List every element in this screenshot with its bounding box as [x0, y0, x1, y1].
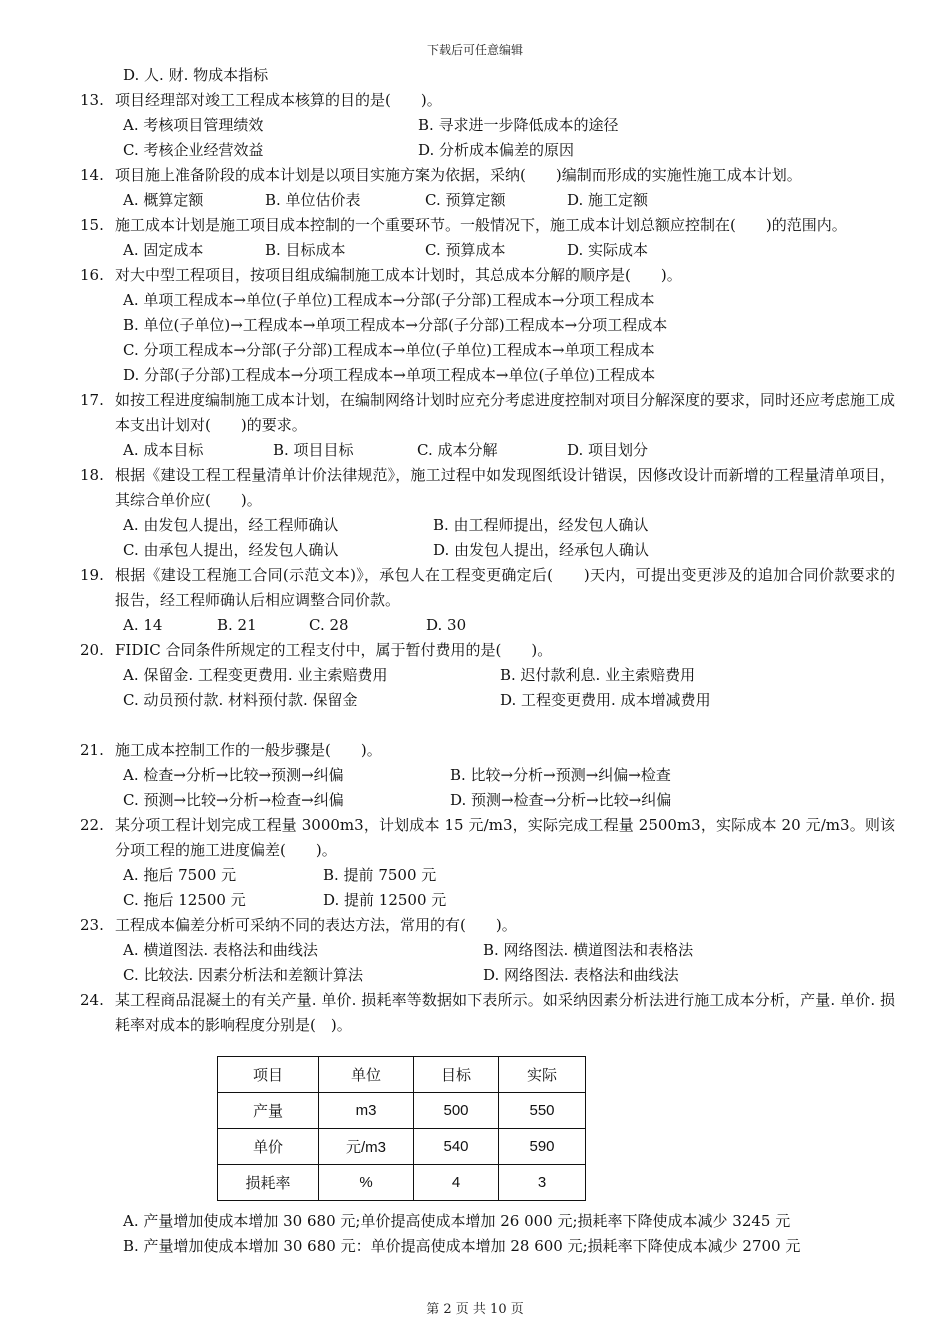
question-text: 某分项工程计划完成工程量 3000m3，计划成本 15 元/m3，实际完成工程量 2500m3，实际成本 20 元/m3。则该分项工程的施工进度偏差( )。	[115, 816, 895, 859]
question-number: 14.	[80, 166, 104, 184]
question-number: 15.	[80, 216, 104, 234]
question-number: 18.	[80, 466, 104, 484]
question-20	[80, 638, 895, 663]
option-a: A. 由发包人提出，经工程师确认	[123, 516, 339, 534]
option-d: D. 网络图法. 表格法和曲线法	[483, 966, 679, 984]
option-c: C. 动员预付款. 材料预付款. 保留金	[123, 691, 358, 709]
option-c: C. 预算定额	[425, 191, 506, 209]
table-cell: m3	[319, 1093, 414, 1129]
question-23	[80, 913, 895, 938]
table-row	[218, 1165, 586, 1201]
page-footer: 第 2 页 共 10 页	[426, 1302, 524, 1317]
leading-option: D. 人. 财. 物成本指标	[123, 66, 269, 84]
question-18	[80, 463, 895, 513]
question-text: 项目经理部对竣工工程成本核算的目的是( )。	[115, 91, 442, 109]
table-cell: 500	[414, 1093, 499, 1129]
table-cell: 4	[414, 1165, 499, 1201]
table-row	[218, 1129, 586, 1165]
option-d: D. 分析成本偏差的原因	[418, 141, 575, 159]
question-number: 16.	[80, 266, 104, 284]
question-number: 13.	[80, 91, 104, 109]
option-a: A. 产量增加使成本增加 30 680 元;单价提高使成本增加 26 000 元;损耗率下降使成本减少 3245 元	[123, 1212, 791, 1230]
option-b: B. 项目目标	[273, 441, 354, 459]
option-a: A. 14	[123, 616, 163, 634]
question-14	[80, 163, 895, 188]
option-d: D. 分部(子分部)工程成本→分项工程成本→单项工程成本→单位(子单位)工程成本	[123, 366, 656, 384]
option-c: C. 预算成本	[425, 241, 506, 259]
table-cell: 单价	[218, 1129, 319, 1165]
option-b: B. 单位(子单位)→工程成本→单项工程成本→分部(子分部)工程成本→分项工程成本	[123, 316, 668, 334]
option-a: A. 检查→分析→比较→预测→纠偏	[123, 766, 344, 784]
option-c: C. 28	[309, 616, 349, 634]
table-cell: 损耗率	[218, 1165, 319, 1201]
concrete-data-table	[217, 1056, 586, 1201]
question-15	[80, 213, 895, 238]
question-16	[80, 263, 895, 288]
option-a: A. 保留金. 工程变更费用. 业主索赔费用	[123, 666, 388, 684]
option-b: B. 产量增加使成本增加 30 680 元：单价提高使成本增加 28 600 元;损耗率下降使成本减少 2700 元	[123, 1237, 801, 1255]
table-header-row	[218, 1057, 586, 1093]
table-header-cell: 单位	[319, 1057, 414, 1093]
option-a: A. 固定成本	[123, 241, 204, 259]
option-b: B. 单位估价表	[265, 191, 361, 209]
question-24	[80, 988, 895, 1038]
page-header: 下载后可任意编辑	[426, 43, 523, 57]
question-21	[80, 738, 895, 763]
table-cell: 产量	[218, 1093, 319, 1129]
table-cell: 540	[414, 1129, 499, 1165]
option-b: B. 目标成本	[265, 241, 346, 259]
table-cell: 550	[499, 1093, 586, 1129]
option-a: A. 成本目标	[123, 441, 204, 459]
option-d: D. 实际成本	[567, 241, 649, 259]
table-row	[218, 1093, 586, 1129]
option-d: D. 30	[426, 616, 467, 634]
option-d: D. 预测→检查→分析→比较→纠偏	[450, 791, 672, 809]
table-cell: 3	[499, 1165, 586, 1201]
question-text: 施工成本控制工作的一般步骤是( )。	[115, 741, 382, 759]
option-a: A. 概算定额	[123, 191, 204, 209]
question-text: 根据《建设工程施工合同(示范文本)》，承包人在工程变更确定后( )天内，可提出变更涉及的追加合同价款要求的报告，经工程师确认后相应调整合同价款。	[115, 566, 895, 609]
option-b: B. 迟付款利息. 业主索赔费用	[500, 666, 696, 684]
question-number: 23.	[80, 916, 104, 934]
option-b: B. 比较→分析→预测→纠偏→检查	[450, 766, 671, 784]
option-a: A. 考核项目管理绩效	[123, 116, 264, 134]
option-a: A. 横道图法. 表格法和曲线法	[123, 941, 318, 959]
question-text: 如按工程进度编制施工成本计划，在编制网络计划时应充分考虑进度控制对项目分解深度的要求，同时还应考虑施工成本支出计划对( )的要求。	[115, 391, 896, 434]
question-number: 20.	[80, 641, 104, 659]
question-text: 施工成本计划是施工项目成本控制的一个重要环节。一般情况下，施工成本计划总额应控制在( )的范围内。	[115, 216, 847, 234]
option-a: A. 拖后 7500 元	[123, 866, 237, 884]
option-b: B. 网络图法. 横道图法和表格法	[483, 941, 694, 959]
table-cell: 元/m3	[319, 1129, 414, 1165]
table-header-cell: 项目	[218, 1057, 319, 1093]
option-c: C. 预测→比较→分析→检查→纠偏	[123, 791, 344, 809]
option-b: B. 寻求进一步降低成本的途径	[418, 116, 619, 134]
table-cell: %	[319, 1165, 414, 1201]
question-text: 对大中型工程项目，按项目组成编制施工成本计划时，其总成本分解的顺序是( )。	[115, 266, 682, 284]
question-text: FIDIC 合同条件所规定的工程支付中，属于暂付费用的是( )。	[115, 641, 553, 659]
table-cell: 590	[499, 1129, 586, 1165]
option-d: D. 由发包人提出，经承包人确认	[433, 541, 650, 559]
question-17	[80, 388, 895, 438]
question-number: 24.	[80, 991, 104, 1009]
question-number: 21.	[80, 741, 104, 759]
table-header-cell: 目标	[414, 1057, 499, 1093]
question-number: 22.	[80, 816, 104, 834]
option-b: B. 提前 7500 元	[323, 866, 437, 884]
question-22	[80, 813, 895, 863]
option-a: A. 单项工程成本→单位(子单位)工程成本→分部(子分部)工程成本→分项工程成本	[123, 291, 655, 309]
question-number: 19.	[80, 566, 104, 584]
question-text: 某工程商品混凝土的有关产量. 单价. 损耗率等数据如下表所示。如采纳因素分析法进行施工成本分析，产量. 单价. 损耗率对成本的影响程度分别是( )。	[115, 991, 895, 1034]
question-list	[80, 63, 895, 1259]
question-text: 工程成本偏差分析可采纳不同的表达方法，常用的有( )。	[115, 916, 517, 934]
question-13	[80, 88, 895, 113]
option-c: C. 由承包人提出，经发包人确认	[123, 541, 339, 559]
spacer	[80, 713, 895, 738]
option-d: D. 项目划分	[567, 441, 649, 459]
question-19	[80, 563, 895, 613]
option-c: C. 考核企业经营效益	[123, 141, 264, 159]
question-number: 17.	[80, 391, 104, 409]
option-d: D. 工程变更费用. 成本增减费用	[500, 691, 711, 709]
option-d: D. 提前 12500 元	[323, 891, 447, 909]
option-b: B. 由工程师提出，经发包人确认	[433, 516, 649, 534]
option-d: D. 施工定额	[567, 191, 649, 209]
question-text: 根据《建设工程工程量清单计价法律规范》，施工过程中如发现图纸设计错误，因修改设计而新增的工程量清单项目，其综合单价应( )。	[115, 466, 895, 509]
table-header-cell: 实际	[499, 1057, 586, 1093]
option-c: C. 拖后 12500 元	[123, 891, 246, 909]
option-c: C. 成本分解	[417, 441, 498, 459]
option-c: C. 比较法. 因素分析法和差额计算法	[123, 966, 364, 984]
option-c: C. 分项工程成本→分部(子分部)工程成本→单位(子单位)工程成本→单项工程成本	[123, 341, 655, 359]
question-text: 项目施上准备阶段的成本计划是以项目实施方案为依据，采纳( )编制而形成的实施性施工成本计划。	[115, 166, 802, 184]
option-b: B. 21	[217, 616, 257, 634]
